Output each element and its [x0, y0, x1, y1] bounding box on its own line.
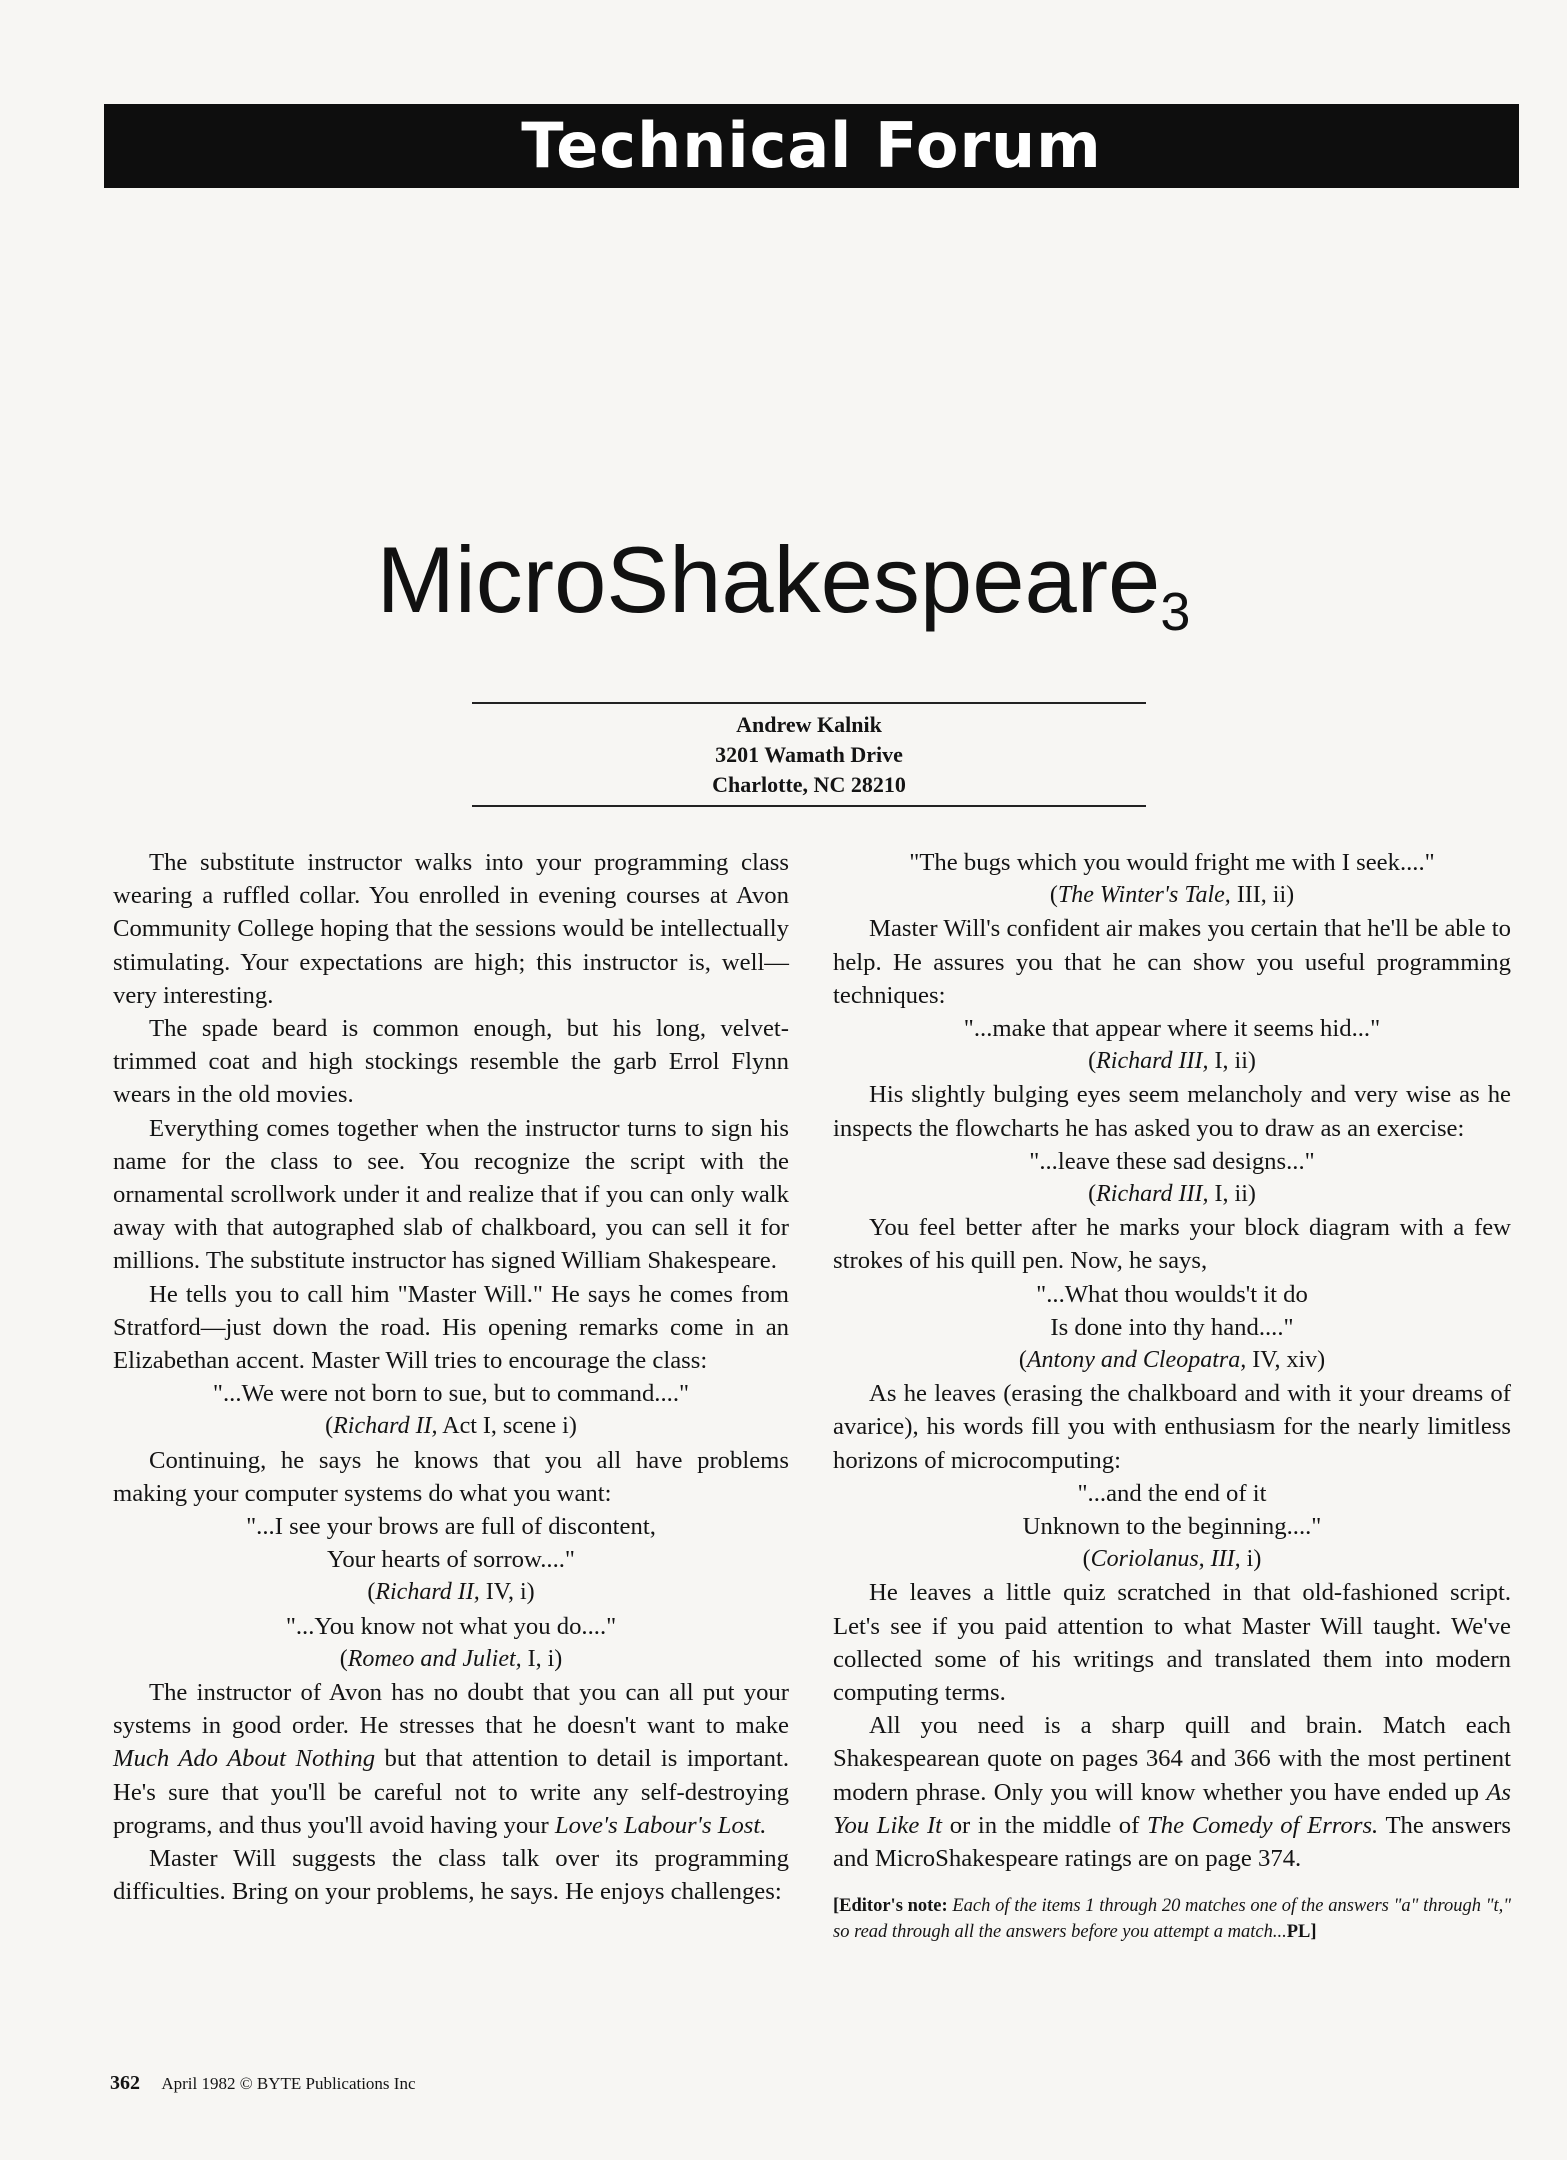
quote-citation: (Antony and Cleopatra, IV, xiv) [1018, 1347, 1326, 1374]
editors-note-open: [Editor's note: [833, 1896, 948, 1917]
paragraph: Continuing, he says he knows that you all have problems making your computer systems do what you want: [113, 1446, 789, 1507]
shakespeare-quote: "...make that appear where it seems hid..." [963, 1015, 1381, 1043]
byline-rule-top [472, 702, 1146, 704]
paragraph: The substitute instructor walks into your programming class wearing a ruffled collar. You enrolled in evening courses at Avon Community College hoping that the sessions would be intellectually stimulating. Your expectations are high; this instructor is, well—very interesting. [113, 849, 789, 1009]
cited-work: Richard II, [333, 1413, 438, 1440]
editors-note-signoff: PL] [1286, 1922, 1317, 1943]
left-column [113, 846, 789, 1909]
page-footer [110, 2072, 416, 2095]
editors-note [833, 1893, 1511, 1945]
paragraph: Master Will suggests the class talk over its programming difficulties. Bring on your problems, he says. He enjoys challenges: [113, 1845, 789, 1906]
paragraph: The spade beard is common enough, but his long, velvet-trimmed coat and high stockings resemble the garb Errol Flynn wears in the old movies. [113, 1015, 789, 1109]
cited-work: Coriolanus, III, [1090, 1546, 1241, 1573]
shakespeare-quote: Your hearts of sorrow...." [326, 1546, 576, 1574]
quote-citation: (Coriolanus, III, i) [1082, 1546, 1262, 1573]
paragraph: Master Will's confident air makes you certain that he'll be able to help. He assures you that he can show you useful programming techniques: [833, 915, 1511, 1009]
shakespeare-quote: "...I see your brows are full of discontent, [246, 1513, 656, 1541]
cited-work: Richard III, [1096, 1181, 1209, 1208]
cited-work: The Winter's Tale, [1057, 882, 1231, 909]
shakespeare-quote: "...You know not what you do...." [285, 1612, 617, 1640]
shakespeare-quote: Unknown to the beginning...." [1022, 1513, 1322, 1541]
cited-work: Richard II, [375, 1579, 480, 1606]
paragraph: All you need is a sharp quill and brain. Match each Shakespearean quote on pages 364 and 366 with the most pertinent modern phrase. Only you will know whether you have ended up As You Like It or in the middle of The Comedy of Errors. The answers and MicroShakespeare ratings are on page 374. [833, 1712, 1511, 1873]
author-city: Charlotte, NC 28210 [712, 772, 906, 797]
quote-citation: (Richard II, Act I, scene i) [325, 1413, 577, 1440]
shakespeare-quote: "...leave these sad designs..." [1029, 1147, 1315, 1175]
paragraph: He tells you to call him "Master Will." He says he comes from Stratford—just down the road. His opening remarks come in an Elizabethan accent. Master Will tries to encourage the class: [113, 1280, 789, 1375]
paragraph: The instructor of Avon has no doubt that you can all put your systems in good order. He stresses that he doesn't want to make Much Ado About Nothing but that attention to detail is important. He's sure that you'll be careful not to write any self-destroying programs, and thus you'll avoid having your Love's Labour's Lost. [113, 1679, 789, 1839]
quote-citation: (Richard III, I, ii) [1088, 1181, 1256, 1208]
play-title: Much Ado About Nothing [113, 1745, 376, 1773]
publication-credit: April 1982 © BYTE Publications Inc [161, 2074, 416, 2093]
article-title-text: MicroShakespeare [376, 527, 1161, 632]
section-title: Technical Forum [521, 109, 1102, 182]
byline-rule-bottom [472, 805, 1146, 807]
quote-citation: (Richard III, I, ii) [1088, 1048, 1256, 1075]
section-banner [104, 104, 1519, 188]
paragraph: His slightly bulging eyes seem melancholy and very wise as he inspects the flowcharts he has asked you to draw as an exercise: [833, 1081, 1511, 1142]
cited-work: Romeo and Juliet, [347, 1645, 522, 1672]
quote-citation: (Romeo and Juliet, I, i) [339, 1645, 563, 1672]
shakespeare-quote: Is done into thy hand...." [1050, 1313, 1294, 1341]
paragraph: You feel better after he marks your block diagram with a few strokes of his quill pen. Now, he says, [833, 1214, 1511, 1275]
cited-work: Richard III, [1096, 1048, 1209, 1075]
author-street: 3201 Wamath Drive [715, 742, 903, 767]
play-title: The Comedy of Errors. [1147, 1811, 1379, 1839]
right-column [833, 846, 1511, 1945]
shakespeare-quote: "...We were not born to sue, but to command...." [212, 1380, 690, 1408]
quote-citation: (The Winter's Tale, III, ii) [1049, 882, 1295, 909]
shakespeare-quote: "The bugs which you would fright me with I seek...." [909, 849, 1435, 876]
right-column-body [833, 846, 1511, 1875]
editors-note-text: Each of the items 1 through 20 matches one of the answers "a" through "t," so read through all the answers before you attempt a match... [833, 1896, 1511, 1943]
article-title-subscript: 3 [1160, 582, 1191, 642]
play-title: Love's Labour's Lost. [554, 1811, 767, 1839]
article-title [0, 520, 1567, 672]
cited-work: Antony and Cleopatra, [1026, 1347, 1247, 1374]
paragraph: Everything comes together when the instructor turns to sign his name for the class to see. You recognize the script with the ornamental scrollwork under it and realize that if you can only walk away with that autographed slab of chalkboard, you can sell it for millions. The substitute instructor has signed William Shakespeare. [113, 1114, 789, 1275]
page-number: 362 [110, 2072, 140, 2094]
shakespeare-quote: "...and the end of it [1077, 1479, 1267, 1507]
shakespeare-quote: "...What thou woulds't it do [1036, 1280, 1308, 1308]
play-title: As You Like It [833, 1778, 1511, 1839]
author-name: Andrew Kalnik [736, 712, 882, 737]
paragraph: As he leaves (erasing the chalkboard and with it your dreams of avarice), his words fill you with enthusiasm for the nearly limitless horizons of microcomputing: [833, 1380, 1511, 1474]
byline [472, 710, 1146, 800]
quote-citation: (Richard II, IV, i) [367, 1579, 535, 1606]
paragraph: He leaves a little quiz scratched in that old-fashioned script. Let's see if you paid attention to what Master Will taught. We've collected some of his writings and translated them into modern computing terms. [833, 1579, 1511, 1707]
